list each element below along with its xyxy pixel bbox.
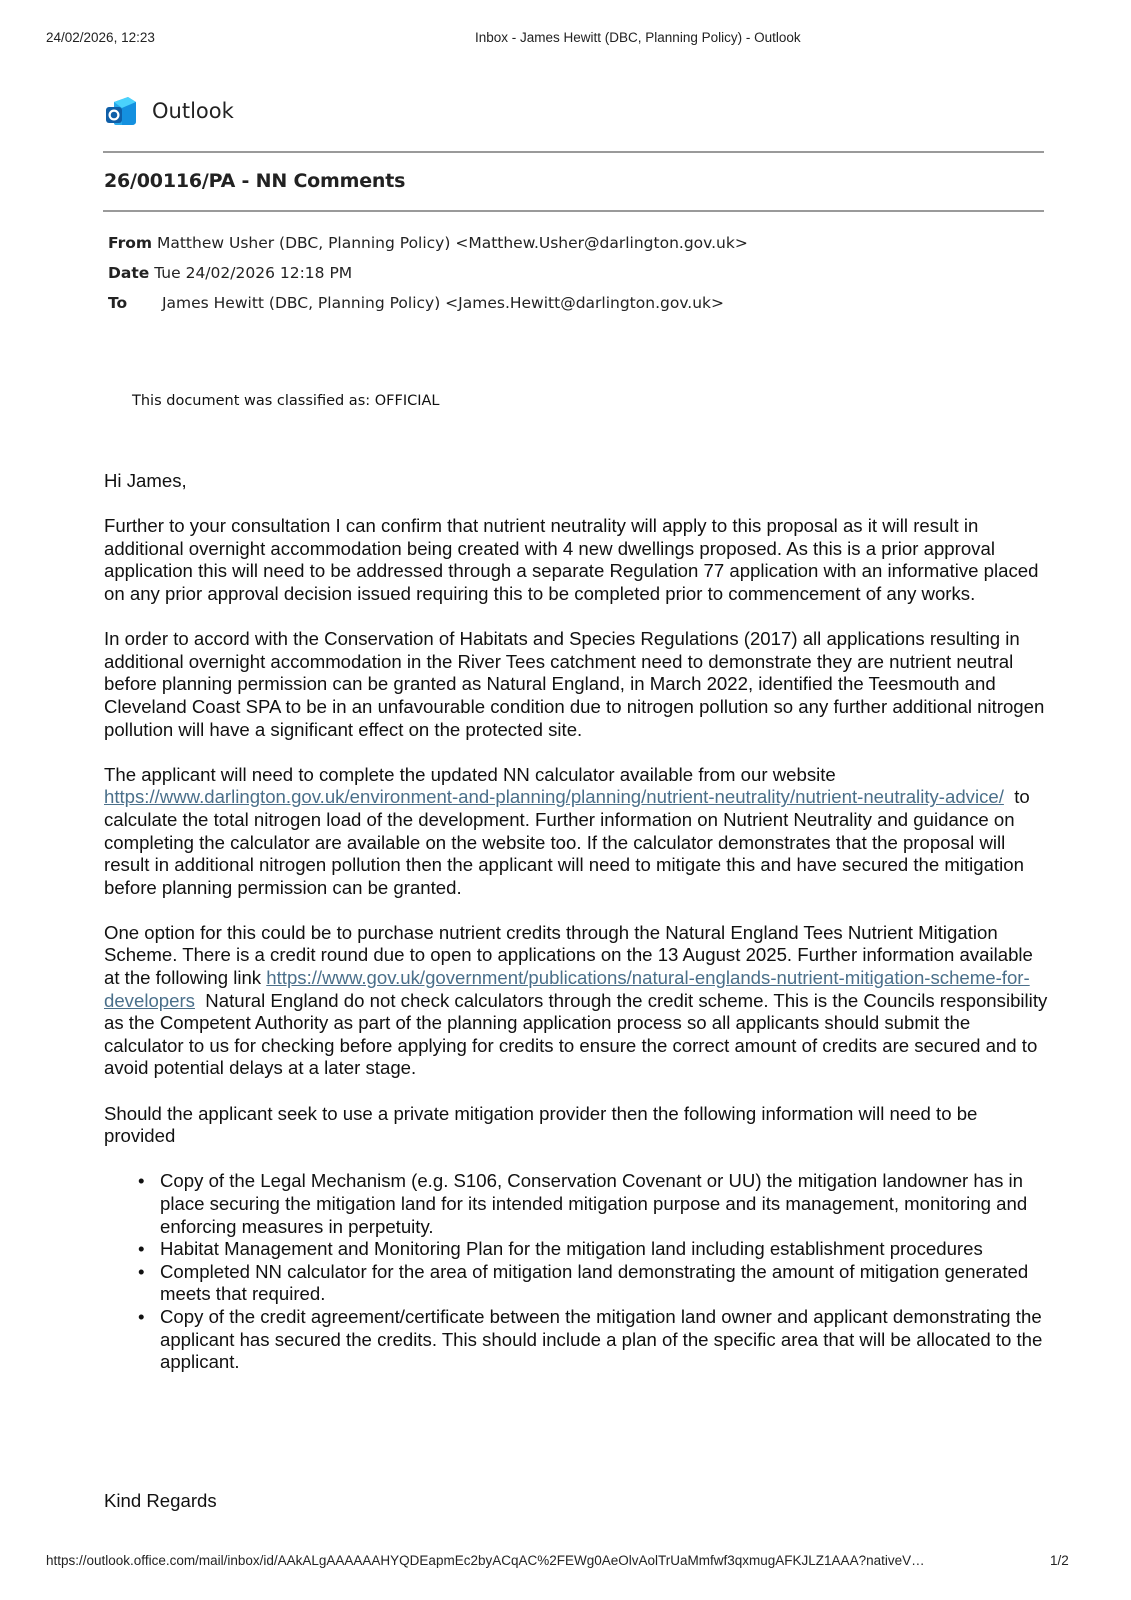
date-label: Date [108, 264, 150, 282]
app-brand [104, 94, 234, 128]
from-label: From [108, 234, 153, 252]
bullet-icon: • [138, 1238, 145, 1260]
print-footer [0, 1553, 1131, 1573]
divider-bottom [103, 210, 1044, 212]
list-item [138, 1238, 1049, 1261]
classification-notice: This document was classified as: OFFICIAL [132, 393, 440, 409]
list-item-text: Completed NN calculator for the area of mitigation land demonstrating the amount of mitigation generated meets that required. [160, 1260, 1029, 1305]
bullet-icon: • [138, 1170, 145, 1192]
bullet-icon: • [138, 1305, 145, 1327]
print-url: https://outlook.office.com/mail/inbox/id/AAkALgAAAAAAHYQDEapmEc2byACqAC%2FEWg0AeOlvAolTrUaMmfwf3qxmugAFKJLZ1AAA?nativeV… [46, 1553, 925, 1568]
page-number: 1/2 [1050, 1553, 1069, 1568]
requirements-list [104, 1170, 1049, 1373]
to-value: James Hewitt (DBC, Planning Policy) <James.Hewitt@darlington.gov.uk> [161, 294, 725, 312]
list-item [138, 1305, 1049, 1374]
signoff: Kind Regards [104, 1490, 217, 1511]
paragraph-5: Should the applicant seek to use a private mitigation provider then the following information will need to be provided [104, 1102, 978, 1147]
paragraph-3-text-before: The applicant will need to complete the updated NN calculator available from our website [104, 763, 836, 785]
nn-advice-link[interactable]: https://www.darlington.gov.uk/environment-and-planning/planning/nutrient-neutrality/nutrient-neutrality-advice/ [104, 786, 1004, 808]
print-page-title: Inbox - James Hewitt (DBC, Planning Policy) - Outlook [475, 30, 801, 45]
greeting: Hi James, [104, 470, 187, 491]
email-headers [108, 232, 748, 322]
paragraph-4-text-after: Natural England do not check calculators through the credit scheme. This is the Councils responsibility as the Competent Authority as part of the planning application process so all applicants should submit the calculator to us for checking before applying for credits to ensure the correct amount of credits are secured and to avoid potential delays at a later stage. [104, 989, 1053, 1079]
list-item-text: Habitat Management and Monitoring Plan for the mitigation land including establishment procedures [160, 1238, 983, 1260]
divider-top [103, 151, 1044, 153]
paragraph-4 [104, 921, 1053, 1080]
to-label: To [108, 294, 128, 312]
paragraph-1: Further to your consultation I can confirm that nutrient neutrality will apply to this proposal as it will result in additional overnight accommodation being created with 4 new dwellings proposed. As this is a prior approval application this will need to be addressed through a separate Regulation 77 application with an informative placed on any prior approval decision issued requiring this to be completed prior to commencement of any works. [104, 515, 1039, 604]
list-item [138, 1260, 1049, 1306]
date-value: Tue 24/02/2026 12:18 PM [154, 264, 353, 282]
email-body [104, 470, 1053, 1374]
from-value: Matthew Usher (DBC, Planning Policy) <Matthew.Usher@darlington.gov.uk> [156, 234, 748, 252]
paragraph-2: In order to accord with the Conservation of Habitats and Species Regulations (2017) all applications resulting in additional overnight accommodation in the River Tees catchment need to demonstrate they are nutrient neutral before planning permission can be granted as Natural England, in March 2022, identified the Teesmouth and Cleveland Coast SPA to be in an unfavourable condition due to nitrogen pollution so any further additional nitrogen pollution will have a significant effect on the protected site. [104, 628, 1045, 740]
list-item [138, 1170, 1049, 1238]
list-item-text: Copy of the credit agreement/certificate between the mitigation land owner and applicant demonstrating the applicant has secured the credits. This should include a plan of the specific area that will be allocated to the applicant. [160, 1305, 1043, 1373]
list-item-text: Copy of the Legal Mechanism (e.g. S106, Conservation Covenant or UU) the mitigation landowner has in place securing the mitigation land for its intended mitigation purpose and its management, monitoring and enforcing measures in perpetuity. [160, 1170, 1028, 1237]
email-subject: 26/00116/PA - NN Comments [104, 170, 406, 192]
header-from [108, 232, 748, 262]
outlook-logo-icon [104, 94, 138, 128]
print-datetime: 24/02/2026, 12:23 [46, 30, 155, 45]
paragraph-4-text-before: One option for this could be to purchase nutrient credits through the Natural England Tees Nutrient Mitigation Scheme. There is a credit round due to open to applications on the 13 August 2025. Further information available at the following link [104, 921, 1033, 989]
bullet-icon: • [138, 1260, 145, 1282]
header-date [108, 262, 748, 292]
app-name: Outlook [152, 99, 234, 123]
paragraph-3 [104, 764, 1049, 900]
paragraph-3-text-after: to calculate the total nitrogen load of the development. Further information on Nutrient Neutrality and guidance on completing the calculator are available on the website too. If the calculator demonstrates that the proposal will result in additional nitrogen pollution then the applicant will need to mitigate this and have secured the mitigation before planning permission can be granted. [104, 786, 1035, 898]
print-header [0, 30, 1131, 50]
header-to [108, 292, 748, 322]
mitigation-scheme-link[interactable]: https://www.gov.uk/government/publications/natural-englands-nutrient-mitigation-scheme-for-developers [104, 967, 1030, 1011]
